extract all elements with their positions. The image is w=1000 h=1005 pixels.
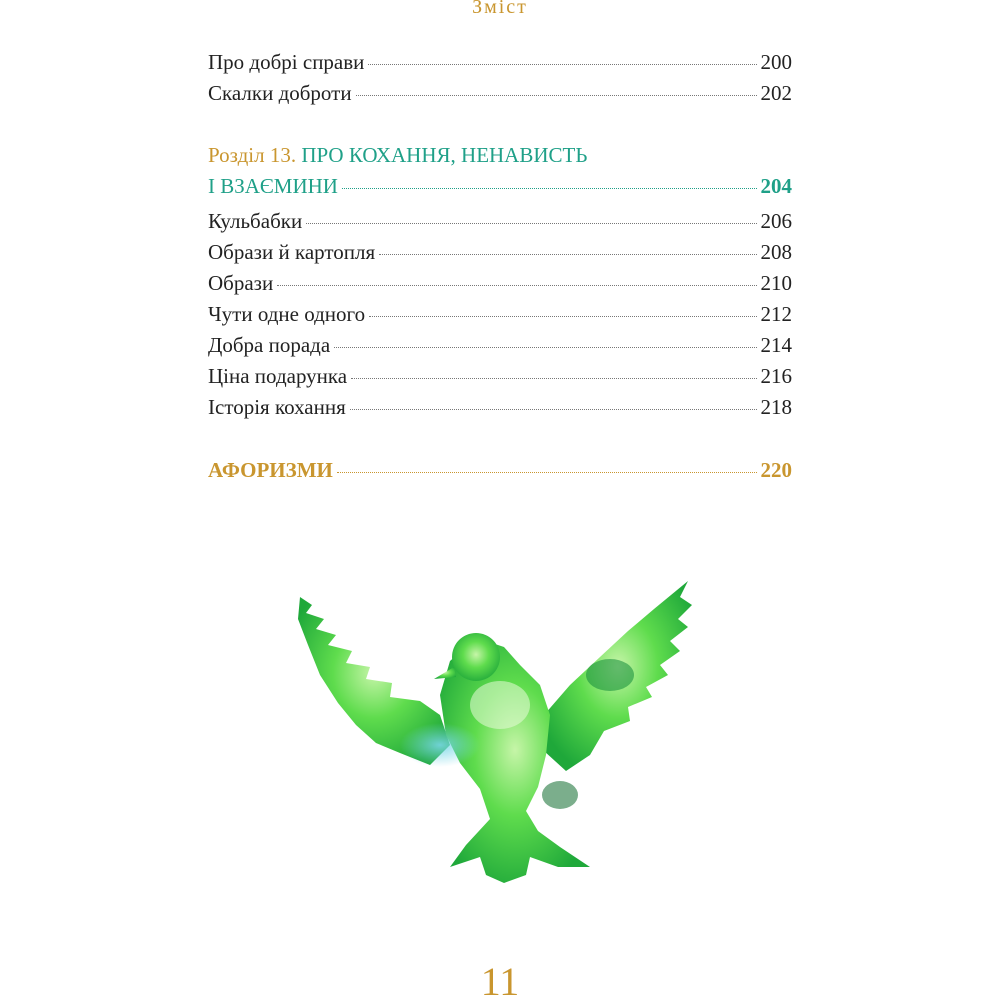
aphorisms-label: АФОРИЗМИ bbox=[208, 458, 333, 482]
toc-entry-label: Історія кохання bbox=[208, 395, 346, 419]
toc-entry-label: Образи й картопля bbox=[208, 240, 376, 264]
toc-entry-page: 216 bbox=[760, 364, 792, 388]
section-heading-line2[interactable] bbox=[208, 174, 792, 205]
toc-entry[interactable] bbox=[208, 395, 792, 426]
toc-entry-label: Чути одне одного bbox=[208, 302, 366, 326]
toc-entry[interactable] bbox=[208, 81, 792, 112]
aphorisms-entry[interactable] bbox=[208, 458, 792, 489]
dot-leader bbox=[379, 254, 756, 255]
section-title-line1: ПРО КОХАННЯ, НЕНАВИСТЬ bbox=[301, 143, 588, 167]
dot-leader bbox=[351, 378, 756, 379]
toc-entry-page: 214 bbox=[760, 333, 792, 357]
toc-entry-label: Кульбабки bbox=[208, 209, 303, 233]
dot-leader bbox=[342, 188, 757, 189]
aphorisms-page: 220 bbox=[760, 458, 792, 482]
dot-leader bbox=[334, 347, 756, 348]
dot-leader bbox=[350, 409, 757, 410]
page-number: 11 bbox=[480, 959, 520, 1004]
toc-entry-page: 200 bbox=[760, 50, 792, 74]
toc-entry[interactable] bbox=[208, 50, 792, 81]
toc-entry-label: Добра порада bbox=[208, 333, 331, 357]
toc-top-entries bbox=[208, 50, 792, 112]
toc-entry-page: 212 bbox=[760, 302, 792, 326]
dot-leader bbox=[369, 316, 756, 317]
dot-leader bbox=[356, 95, 757, 96]
section-prefix: Розділ 13. bbox=[208, 143, 297, 167]
toc-entry[interactable] bbox=[208, 209, 792, 240]
toc-entry[interactable] bbox=[208, 271, 792, 302]
dot-leader bbox=[306, 223, 756, 224]
toc-entry-page: 218 bbox=[760, 395, 792, 419]
section-page: 204 bbox=[760, 174, 792, 198]
toc-entry[interactable] bbox=[208, 333, 792, 364]
green-bird-icon bbox=[290, 575, 700, 890]
toc-section bbox=[208, 143, 792, 426]
section-title-line2: І ВЗАЄМИНИ bbox=[208, 174, 338, 198]
dot-leader bbox=[368, 64, 756, 65]
dot-leader bbox=[337, 472, 757, 473]
toc-entry-label: Ціна подарунка bbox=[208, 364, 348, 388]
running-header: Зміст bbox=[472, 0, 528, 18]
toc-entry-label: Образи bbox=[208, 271, 274, 295]
toc-entry-page: 202 bbox=[760, 81, 792, 105]
toc-entry[interactable] bbox=[208, 240, 792, 271]
toc-entry-page: 210 bbox=[760, 271, 792, 295]
dot-leader bbox=[277, 285, 756, 286]
toc-entry-label: Скалки доброти bbox=[208, 81, 352, 105]
toc-aphorisms bbox=[208, 458, 792, 489]
section-heading[interactable] bbox=[208, 143, 792, 174]
toc-entry-page: 208 bbox=[760, 240, 792, 264]
toc-entry[interactable] bbox=[208, 364, 792, 395]
toc-entry-page: 206 bbox=[760, 209, 792, 233]
toc-entry-label: Про добрі справи bbox=[208, 50, 365, 74]
toc-entry[interactable] bbox=[208, 302, 792, 333]
